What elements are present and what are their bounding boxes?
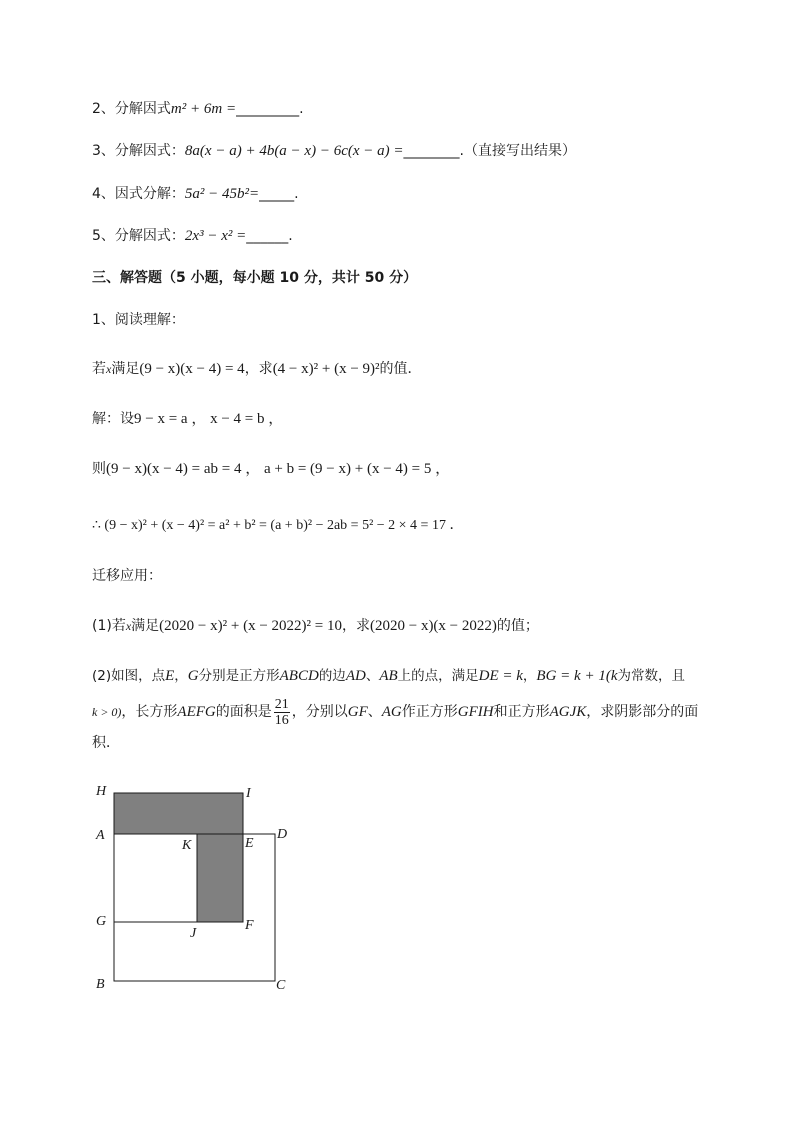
segment-gf: GF — [347, 704, 368, 720]
part-1-prefix: (1)若 — [92, 618, 126, 634]
question-3-expression: 8a(x − a) + 4b(a − x) − 6c(x − a) = — [184, 143, 404, 159]
part-2-line-2 — [92, 696, 698, 728]
problem-1-title: 1、阅读理解： — [92, 312, 185, 328]
fraction-denominator: 16 — [274, 712, 289, 728]
part-2-text-d: 的边 — [318, 668, 346, 684]
question-4-expression: 5a² − 45b²= — [184, 186, 260, 202]
given-end: 的值． — [379, 361, 422, 377]
given-ask: ，求 — [244, 361, 273, 377]
question-3-end: .（直接写出结果） — [459, 143, 576, 159]
part-1-expression: (2020 − x)² + (x − 2022)² = 10 — [159, 618, 342, 634]
part-2-text-f: 上的点，满足 — [397, 668, 479, 684]
then-prefix: 则 — [92, 461, 106, 477]
label-b: B — [96, 977, 105, 992]
part-2-text-g: ， — [522, 668, 537, 684]
part-2-text-m: 作正方形 — [401, 704, 458, 720]
question-5-expression: 2x³ − x² = — [184, 228, 247, 244]
part-2-text-k: ，分别以 — [291, 704, 348, 720]
part-2-text-l: 、 — [367, 704, 382, 720]
side-ab: AB — [379, 668, 398, 684]
part-2-line-1 — [92, 666, 685, 686]
question-4-number: 4、因式分解： — [92, 186, 185, 202]
shaded-rect-middle — [197, 834, 243, 922]
part-1-satisfy: 满足 — [131, 618, 160, 634]
question-3-blank: ________ — [403, 143, 460, 159]
part-1-ask: ，求 — [341, 618, 370, 634]
apply-heading: 迁移应用： — [92, 568, 162, 584]
part-2-text-i: ，长方形 — [121, 704, 178, 720]
given-satisfy: 满足 — [111, 361, 140, 377]
given-expression: (9 − x)(x − 4) = 4 — [139, 361, 245, 377]
question-2-number: 2、分解因式 — [92, 101, 171, 117]
label-h: H — [96, 784, 107, 799]
part-1-end: 的值； — [496, 618, 539, 634]
section-3-title: 三、解答题（5 小题，每小题 10 分，共计 50 分） — [92, 270, 418, 286]
part-2-text-o: ，求阴影部分的面 — [586, 704, 699, 720]
shaded-rect-top — [114, 793, 243, 834]
label-c: C — [276, 978, 286, 993]
point-g: G — [187, 668, 199, 684]
part-1-ask-expression: (2020 − x)(x − 2022) — [369, 618, 497, 634]
part-2-comma: ， — [174, 668, 188, 684]
solution-then — [92, 459, 450, 479]
question-5-end: . — [288, 228, 293, 244]
question-2-expression: m² + 6m = — [170, 101, 237, 117]
question-2-blank: _________ — [236, 101, 300, 117]
problem-1-given — [92, 359, 422, 379]
label-g: G — [96, 914, 107, 929]
question-5-blank: ______ — [246, 228, 289, 244]
segment-ag: AG — [381, 704, 402, 720]
square-abcd: ABCD — [279, 668, 319, 684]
part-2-line-3: 积． — [92, 735, 120, 751]
label-e: E — [245, 836, 254, 851]
given-prefix: 若 — [92, 361, 106, 377]
part-1-variable: x — [125, 619, 132, 633]
part-2-text-h: 为常数，且 — [617, 668, 685, 684]
label-d: D — [277, 827, 288, 842]
geometry-figure — [80, 770, 310, 1005]
area-fraction — [274, 697, 290, 728]
rect-aefg: AEFG — [177, 704, 216, 720]
question-4-blank: _____ — [259, 186, 295, 202]
square-gfih: GFIH — [457, 704, 494, 720]
part-2-text-e: 、 — [365, 668, 380, 684]
fraction-numerator: 21 — [274, 696, 289, 712]
k-condition: k > 0) — [92, 705, 122, 719]
part-2-text-c: 分别是正方形 — [198, 668, 280, 684]
label-k: K — [182, 838, 192, 853]
bg-equation: BG = k + 1(k — [536, 668, 618, 684]
solution-expression: 9 − x = a ， x − 4 = b ， — [134, 411, 284, 427]
question-5 — [92, 226, 293, 246]
part-2-prefix: (2)如图，点 — [92, 668, 166, 684]
given-variable: x — [106, 362, 112, 376]
square-abcd-outline — [114, 834, 275, 981]
solution-prefix: 解：设 — [92, 411, 134, 427]
part-1 — [92, 616, 539, 636]
part-2-text-n: 和正方形 — [493, 704, 550, 720]
question-3 — [92, 141, 576, 161]
square-agjk: AGJK — [549, 704, 587, 720]
solution-therefore: ∴ (9 − x)² + (x − 4)² = a² + b² = (a + b)² − 2ab = 5² − 2 × 4 = 17 ． — [92, 518, 464, 533]
question-2 — [92, 99, 304, 119]
given-ask-expression: (4 − x)² + (x − 9)² — [272, 361, 380, 377]
side-ad: AD — [345, 668, 366, 684]
question-4 — [92, 184, 299, 204]
question-2-end: . — [299, 101, 304, 117]
de-equation: DE = k — [478, 668, 523, 684]
question-5-number: 5、分解因式： — [92, 228, 185, 244]
question-4-end: . — [294, 186, 299, 202]
label-a: A — [96, 828, 105, 843]
point-e: E — [165, 668, 175, 684]
solution-setup — [92, 409, 283, 429]
then-expression: (9 − x)(x − 4) = ab = 4 ， a + b = (9 − x) + (x − 4) = 5 ， — [106, 461, 451, 477]
label-j: J — [190, 926, 197, 941]
question-3-number: 3、分解因式： — [92, 143, 185, 159]
part-2-text-j: 的面积是 — [215, 704, 272, 720]
label-f: F — [245, 918, 254, 933]
label-i: I — [246, 786, 251, 801]
